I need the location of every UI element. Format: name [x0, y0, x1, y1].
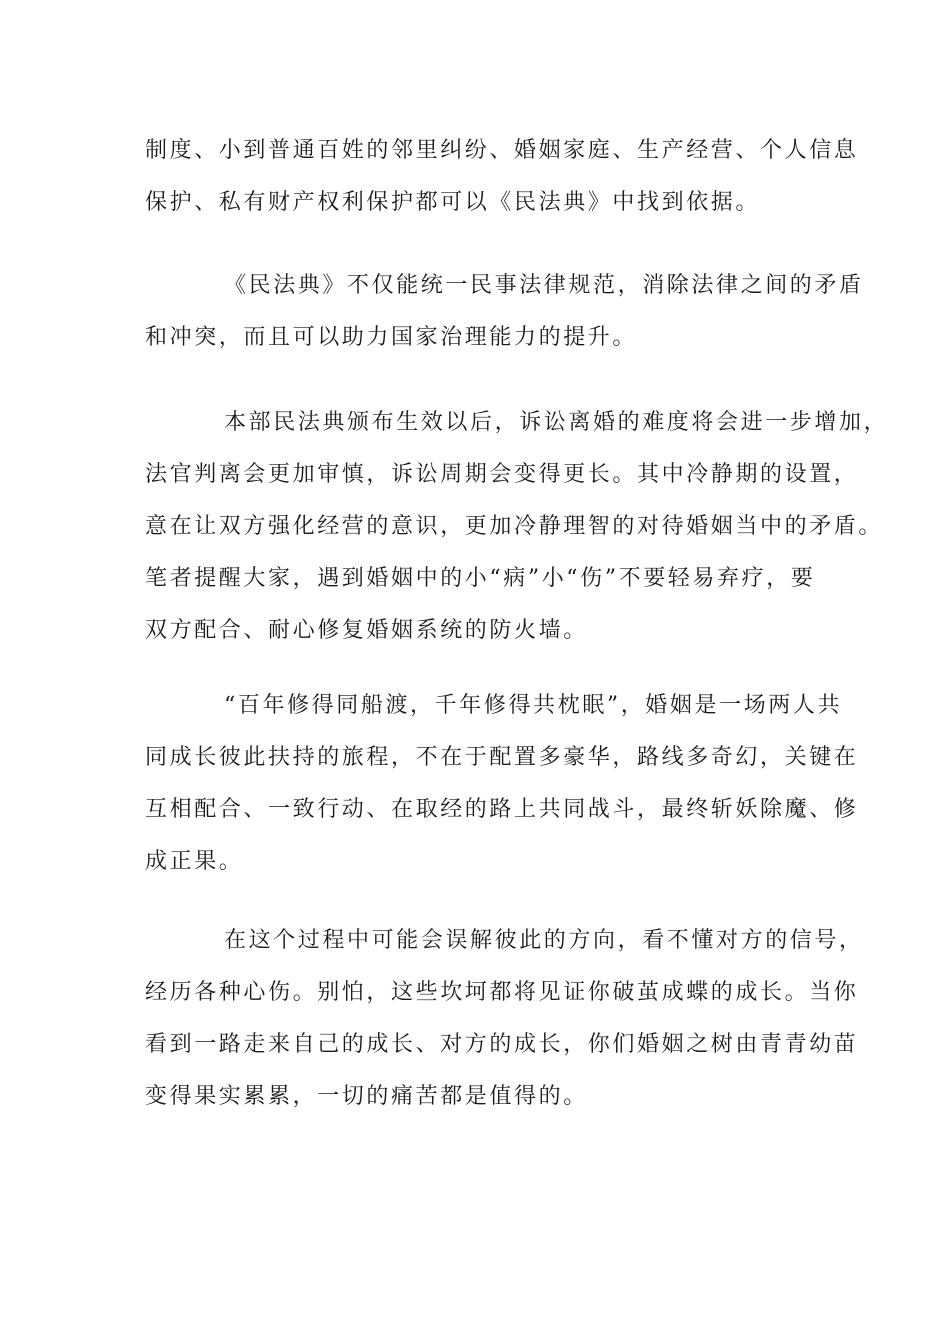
paragraph-2	[145, 260, 864, 364]
paragraph-line: 和冲突，而且可以助力国家治理能力的提升。	[145, 325, 638, 350]
paragraph-1	[145, 125, 859, 229]
paragraph-line: 保护、私有财产权利保护都可以《民法典》中找到依据。	[145, 190, 761, 215]
paragraph-line: 看到一路走来自己的成长、对方的成长，你们婚姻之树由青青幼苗	[145, 1032, 859, 1057]
paragraph-line: 本部民法典颁布生效以后，诉讼离婚的难度将会进一步增加，	[224, 410, 889, 435]
paragraph-line: 《民法典》不仅能统一民事法律规范，消除法律之间的矛盾	[224, 273, 864, 298]
paragraph-line: 意在让双方强化经营的意识，更加冷静理智的对待婚姻当中的矛盾。	[145, 514, 884, 539]
paragraph-line: 变得果实累累，一切的痛苦都是值得的。	[145, 1084, 588, 1109]
paragraph-line: 互相配合、一致行动、在取经的路上共同战斗，最终斩妖除魔、修	[145, 797, 859, 822]
paragraph-line: 在这个过程中可能会误解彼此的方向，看不懂对方的信号，	[224, 928, 864, 953]
paragraph-line: “百年修得同船渡，千年修得共枕眠”，婚姻是一场两人共	[224, 693, 843, 718]
paragraph-line: 同成长彼此扶持的旅程，不在于配置多豪华，路线多奇幻，关键在	[145, 745, 859, 770]
paragraph-line: 法官判离会更加审慎，诉讼周期会变得更长。其中冷静期的设置，	[145, 462, 859, 487]
paragraph-line: 制度、小到普通百姓的邻里纠纷、婚姻家庭、生产经营、个人信息	[145, 138, 859, 163]
paragraph-line: 笔者提醒大家，遇到婚姻中的小“病”小“伤”不要轻易弃疗，要	[145, 566, 816, 591]
paragraph-5	[145, 915, 864, 1123]
paragraph-3	[145, 397, 889, 657]
paragraph-4	[145, 680, 859, 888]
paragraph-line: 双方配合、耐心修复婚姻系统的防火墙。	[145, 618, 588, 643]
paragraph-line: 成正果。	[145, 849, 244, 874]
paragraph-line: 经历各种心伤。别怕，这些坎坷都将见证你破茧成蝶的成长。当你	[145, 980, 859, 1005]
